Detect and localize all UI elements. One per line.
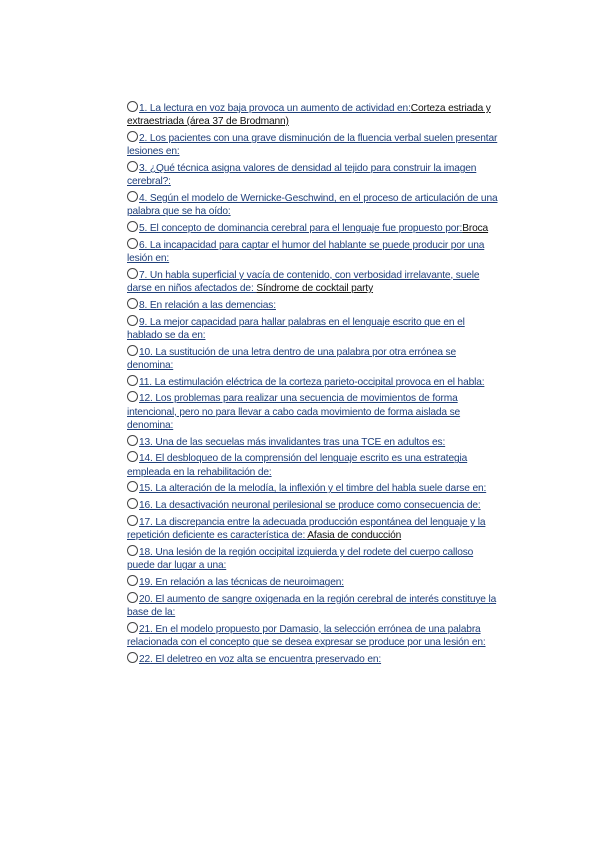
question-item (127, 435, 502, 449)
radio-circle-icon[interactable] (127, 391, 138, 402)
radio-circle-icon[interactable] (127, 345, 138, 356)
question-item (127, 652, 502, 666)
question-item (127, 238, 502, 265)
question-link[interactable]: 10. La sustitución de una letra dentro de una palabra por otra errónea se denomina: (127, 346, 456, 371)
question-item (127, 221, 502, 235)
radio-circle-icon[interactable] (127, 268, 138, 279)
question-answer: Afasia de conducción (307, 530, 402, 542)
question-link[interactable]: 11. La estimulación eléctrica de la corteza parieto-occipital provoca en el habla: (139, 376, 485, 388)
question-link[interactable]: 7. Un habla superficial y vacía de contenido, con verbosidad irrelavante, suele darse en niños afectados de: (127, 269, 480, 294)
question-link[interactable]: 19. En relación a las técnicas de neuroimagen: (139, 576, 344, 588)
question-item (127, 498, 502, 512)
question-list (127, 101, 502, 669)
question-item (127, 375, 502, 389)
question-link[interactable]: 20. El aumento de sangre oxigenada en la región cerebral de interés constituye la base de la: (127, 593, 497, 618)
question-link[interactable]: 8. En relación a las demencias: (139, 299, 276, 311)
question-link[interactable]: 18. Una lesión de la región occipital izquierda y del rodete del cuerpo calloso puede dar lugar a una: (127, 546, 474, 572)
question-answer: Broca (462, 223, 489, 234)
radio-circle-icon[interactable] (127, 131, 138, 142)
question-item (127, 345, 502, 372)
radio-circle-icon[interactable] (127, 221, 138, 232)
question-item (127, 391, 502, 432)
question-item (127, 101, 502, 128)
question-link[interactable]: 21. En el modelo propuesto por Damasio, la selección errónea de una palabra relacionada con el concepto que se desea expresar se produce por una lesión en: (127, 623, 486, 648)
question-link[interactable]: 15. La alteración de la melodía, la inflexión y el timbre del habla suele darse en: (139, 483, 487, 495)
question-item (127, 575, 502, 589)
question-link[interactable]: 9. La mejor capacidad para hallar palabras en el lenguaje escrito que en el hablado se da en: (127, 316, 465, 341)
radio-circle-icon[interactable] (127, 652, 138, 663)
question-item (127, 515, 502, 542)
question-link[interactable]: 3. ¿Qué técnica asigna valores de densidad al tejido para construir la imagen cerebral?: (127, 163, 477, 188)
question-link[interactable]: 14. El desbloqueo de la comprensión del lenguaje escrito es una estrategia empleada en la rehabilitación de: (127, 453, 468, 478)
question-item (127, 268, 502, 295)
radio-circle-icon[interactable] (127, 515, 138, 526)
question-link[interactable]: 6. La incapacidad para captar el humor del hablante se puede producir por una lesión en: (127, 239, 485, 264)
question-item (127, 131, 502, 158)
question-link[interactable]: 12. Los problemas para realizar una secuencia de movimientos de forma intencional, pero no para llevar a cabo cada movimiento de forma aislada se denomina: (127, 393, 461, 431)
question-link[interactable]: 13. Una de las secuelas más invalidantes tras una TCE en adultos es: (139, 436, 446, 448)
question-link[interactable]: 2. Los pacientes con una grave disminución de la fluencia verbal suelen presentar lesiones en: (127, 133, 498, 158)
question-item (127, 161, 502, 188)
radio-circle-icon[interactable] (127, 238, 138, 249)
radio-circle-icon[interactable] (127, 592, 138, 603)
radio-circle-icon[interactable] (127, 622, 138, 633)
radio-circle-icon[interactable] (127, 101, 138, 112)
radio-circle-icon[interactable] (127, 161, 138, 172)
question-item (127, 592, 502, 619)
question-item (127, 545, 502, 572)
radio-circle-icon[interactable] (127, 498, 138, 509)
question-link[interactable]: 4. Según el modelo de Wernicke-Geschwind, en el proceso de articulación de una palabra que se ha oído: (127, 193, 498, 218)
radio-circle-icon[interactable] (127, 298, 138, 309)
question-item (127, 191, 502, 218)
question-link[interactable]: 17. La discrepancia entre la adecuada producción espontánea del lenguaje y la repetición deficiente es característica de: (127, 516, 486, 542)
question-link[interactable]: 16. La desactivación neuronal perilesional se produce como consecuencia de: (139, 500, 481, 512)
question-link[interactable]: 1. La lectura en voz baja provoca un aumento de actividad en: (139, 103, 411, 114)
radio-circle-icon[interactable] (127, 435, 138, 446)
radio-circle-icon[interactable] (127, 315, 138, 326)
radio-circle-icon[interactable] (127, 545, 138, 556)
radio-circle-icon[interactable] (127, 575, 138, 586)
radio-circle-icon[interactable] (127, 481, 138, 492)
radio-circle-icon[interactable] (127, 451, 138, 462)
question-answer: Síndrome de cocktail party (256, 283, 374, 294)
question-item (127, 451, 502, 478)
question-link[interactable]: 22. El deletreo en voz alta se encuentra preservado en: (139, 653, 382, 665)
question-item (127, 481, 502, 495)
radio-circle-icon[interactable] (127, 375, 138, 386)
question-answer: Corteza estriada y extraestriada (área 37 de Brodmann) (127, 103, 491, 128)
question-link[interactable]: 5. El concepto de dominancia cerebral para el lenguaje fue propuesto por: (139, 223, 463, 234)
question-item (127, 298, 502, 312)
question-item (127, 315, 502, 342)
question-item (127, 622, 502, 649)
radio-circle-icon[interactable] (127, 191, 138, 202)
